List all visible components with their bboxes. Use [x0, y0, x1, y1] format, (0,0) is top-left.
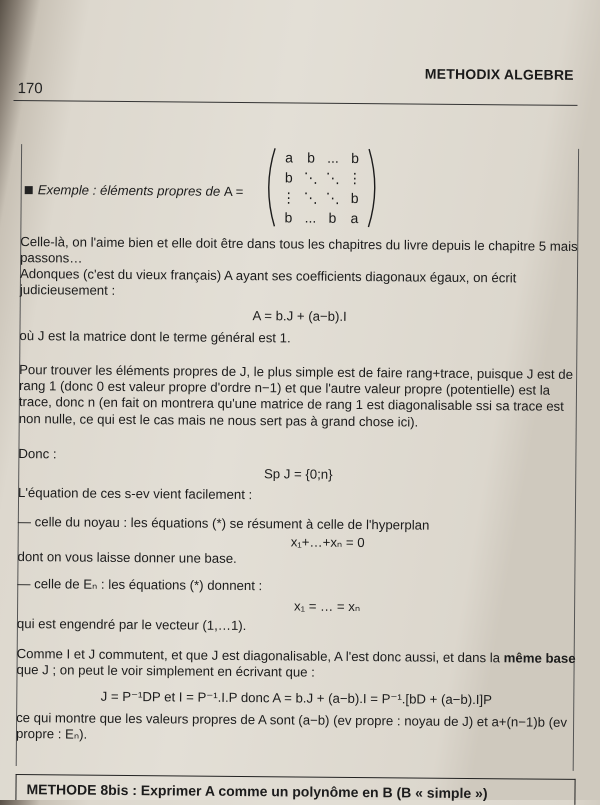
equation-1: A = b.J + (a−b).I	[252, 308, 347, 324]
page-number: 170	[17, 80, 43, 98]
equation-4: x₁ = … = xₙ	[293, 598, 361, 615]
method-title: METHODE 8bis : Exprimer A comme un polynôme en B (B « simple »)	[26, 781, 488, 802]
example-label: Exemple : éléments propres de	[37, 182, 221, 199]
matrix-cell: b	[307, 149, 315, 166]
matrix-cell: ...	[327, 149, 339, 166]
paragraph-11-end: que J ; on peut le voir simplement en écrivant que :	[16, 662, 315, 680]
square-bullet-icon	[25, 186, 33, 194]
matrix-lhs: A =	[223, 183, 244, 200]
right-paren	[368, 149, 375, 227]
paragraph-12: ce qui montre que les valeurs propres de A sont (a−b) (ev propre : noyau de J) et a+(n−1)b (ev propre : Eₙ).	[15, 710, 568, 742]
matrix-cell: a	[285, 149, 293, 166]
matrix-cell: ⋱	[325, 169, 340, 186]
matrix-cell: ⋱	[325, 189, 340, 206]
equation-5: J = P⁻¹DP et I = P⁻¹.I.P donc A = b.J + (a−b).I = P⁻¹.[bD + (a−b).I]P	[100, 688, 493, 708]
matrix-cell: ...	[304, 209, 317, 226]
paragraph-10: qui est engendré par le vecteur (1,…1).	[16, 616, 247, 634]
book-page	[7, 44, 600, 805]
paragraph-1: Celle-là, on l'aime bien et elle doit être dans tous les chapitres du livre depuis le chapitre 5 mais passons…	[20, 234, 578, 266]
matrix-cell: ⋮	[347, 169, 362, 187]
paragraph-8: dont on vous laisse donner une base.	[17, 549, 237, 566]
paragraph-6: L'équation de ces s-ev vient facilement :	[18, 485, 253, 503]
matrix-cell: a	[350, 209, 359, 227]
paragraph-5: Donc :	[18, 446, 57, 462]
paragraph-9: — celle de Eₙ : les équations (*) donnent :	[17, 576, 263, 594]
paragraph-4: Pour trouver les éléments propres de J, le plus simple est de faire rang+trace, puisque J est de rang 1 (donc 0 est valeur propre d'ordre n−1) et que l'autre valeur propre (potentielle) est la trace, donc n (en fait on montrera qu'une matrice de rang 1 est diagonalisable ssi sa trace est non nulle, ce qui est le cas mais ne nous sert pas à grand chose ici).	[18, 362, 574, 430]
matrix-cell: b	[284, 209, 293, 226]
paragraph-3: où J est la matrice dont le terme général est 1.	[19, 328, 291, 346]
matrix-a	[262, 146, 383, 229]
header-rule	[14, 100, 578, 106]
matrix-cell: b	[328, 209, 337, 226]
method-box	[15, 774, 575, 805]
paragraph-11	[16, 646, 576, 683]
matrix-cell: ⋱	[303, 189, 318, 206]
running-title: METHODIX ALGEBRE	[424, 65, 574, 83]
matrix-cell: ⋱	[303, 169, 318, 186]
paragraph-2: Adonques (c'est du vieux français) A ayant ses coefficients diagonaux égaux, on écrit judicieusement :	[19, 266, 517, 299]
example-heading	[24, 144, 585, 231]
matrix-cell: ⋮	[281, 189, 296, 206]
matrix-cell: b	[350, 189, 359, 207]
paragraph-11-start: Comme I et J commutent, et que J est diagonalisable, A l'est donc aussi, et dans la	[16, 646, 501, 666]
equation-3: x₁+…+xₙ = 0	[290, 534, 365, 551]
paragraph-11-bold: même base	[503, 650, 576, 666]
left-paren	[268, 148, 275, 226]
equation-2: Sp J = {0;n}	[263, 466, 333, 482]
matrix-cell: b	[284, 169, 293, 186]
example-label-line	[25, 182, 244, 199]
matrix-cell: b	[351, 149, 359, 167]
paragraph-7: — celle du noyau : les équations (*) se résument à celle de l'hyperplan	[17, 514, 430, 533]
